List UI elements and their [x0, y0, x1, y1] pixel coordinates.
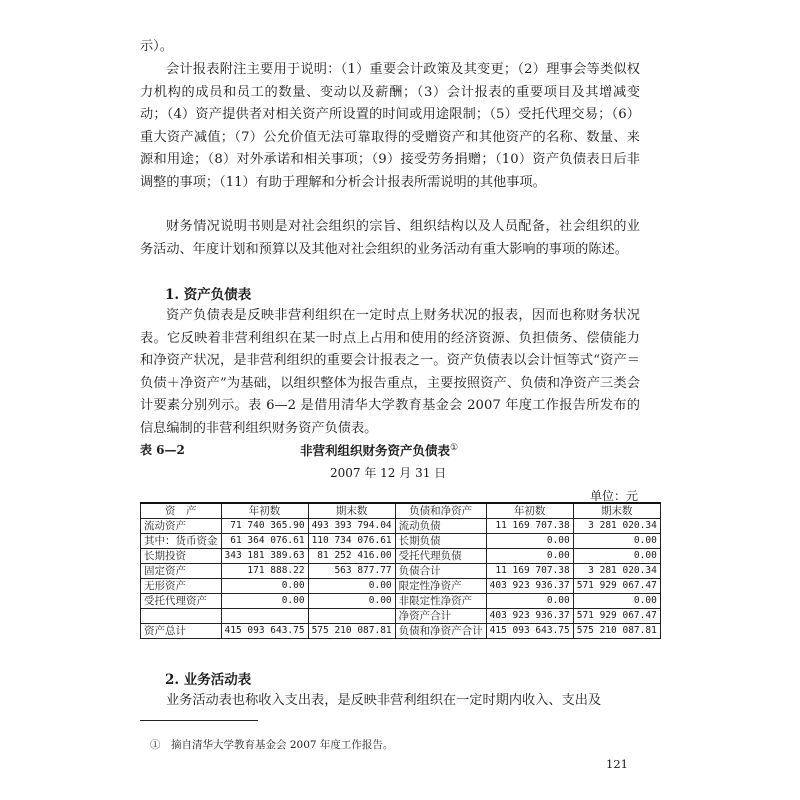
table-cell	[141, 609, 222, 624]
paragraph-financial-statement: 财务情况说明书则是对社会组织的宗旨、组织结构以及人员配备，社会组织的业务活动、年度计划和预算以及其他对社会组织的业务活动有重大影响的事项的陈述。	[140, 219, 640, 257]
table-cell: 负债和净资产合计	[395, 624, 486, 639]
table-label: 表 6—2	[140, 443, 185, 457]
footnote: ① 摘自清华大学教育基金会 2007 年度工作报告。	[150, 739, 394, 751]
table-cell: 61 364 076.61	[221, 534, 308, 549]
balance-sheet-table	[140, 502, 661, 639]
table-cell	[308, 609, 395, 624]
table-header-row	[141, 503, 661, 519]
table-cell: 非限定性净资产	[395, 594, 486, 609]
table-cell: 负债合计	[395, 564, 486, 579]
table-row	[141, 609, 661, 624]
header-cell: 期末数	[573, 503, 660, 519]
header-cell: 负债和净资产	[395, 503, 486, 519]
table-cell: 571 929 067.47	[573, 609, 660, 624]
table-cell: 受托代理负债	[395, 549, 486, 564]
header-cell: 年初数	[221, 503, 308, 519]
table-row	[141, 519, 661, 534]
paragraph-continuation: 示）。	[140, 39, 173, 54]
table-cell: 71 740 365.90	[221, 519, 308, 534]
table-cell: 0.00	[573, 549, 660, 564]
table-cell: 限定性净资产	[395, 579, 486, 594]
table-row	[141, 534, 661, 549]
header-cell: 资 产	[141, 503, 222, 519]
table-date: 2007 年 12 月 31 日	[330, 466, 447, 480]
header-cell: 期末数	[308, 503, 395, 519]
section-heading-activity-statement: 2. 业务活动表	[165, 672, 252, 688]
table-row	[141, 624, 661, 639]
table-cell: 0.00	[486, 594, 573, 609]
table-title: 非营利组织财务资产负债表①	[300, 442, 459, 458]
table-cell: 3 281 020.34	[573, 519, 660, 534]
table-cell: 长期负债	[395, 534, 486, 549]
table-cell: 无形资产	[141, 579, 222, 594]
table-cell: 110 734 076.61	[308, 534, 395, 549]
table-cell: 415 093 643.75	[221, 624, 308, 639]
table-cell: 0.00	[221, 579, 308, 594]
table-cell: 403 923 936.37	[486, 579, 573, 594]
table-cell: 575 210 087.81	[308, 624, 395, 639]
section-heading-balance-sheet: 1. 资产负债表	[165, 287, 252, 303]
table-cell: 受托代理资产	[141, 594, 222, 609]
table-row	[141, 579, 661, 594]
table-cell: 0.00	[486, 534, 573, 549]
header-cell: 年初数	[486, 503, 573, 519]
footnote-marker: ①	[450, 442, 459, 453]
table-cell: 415 093 643.75	[486, 624, 573, 639]
table-cell: 171 888.22	[221, 564, 308, 579]
table-cell: 其中：货币资金	[141, 534, 222, 549]
table-cell: 81 252 416.00	[308, 549, 395, 564]
table-unit: 单位：元	[589, 489, 638, 503]
table-cell: 0.00	[308, 579, 395, 594]
table-cell: 资产总计	[141, 624, 222, 639]
table-cell: 流动资产	[141, 519, 222, 534]
table-cell: 343 181 389.63	[221, 549, 308, 564]
table-row	[141, 564, 661, 579]
table-cell	[221, 609, 308, 624]
table-cell: 493 393 794.04	[308, 519, 395, 534]
table-cell: 0.00	[221, 594, 308, 609]
paragraph-notes: 会计报表附注主要用于说明：（1）重要会计政策及其变更；（2）理事会等类似权力机构的成员和员工的数量、变动以及薪酬；（3）会计报表的重要项目及其增减变动；（4）资产提供者对相关资产所设置的时间或用途限制；（5）受托代理交易；（6）重大资产减值；（7）公允价值无法可靠取得的受赠资产和其他资产的名称、数量、来源和用途；（8）对外承诺和相关事项；（9）接受劳务捐赠；（10）资产负债表日后非调整的事项；（11）有助于理解和分析会计报表所需说明的其他事项。	[140, 62, 640, 190]
paragraph-activity-statement: 业务活动表也称收入支出表，是反映非营利组织在一定时期内收入、支出及	[166, 693, 602, 708]
page-number: 121	[606, 757, 628, 771]
footnote-divider	[140, 720, 258, 721]
table-cell: 净资产合计	[395, 609, 486, 624]
paragraph-balance-sheet: 资产负债表是反映非营利组织在一定时点上财务状况的报表，因而也称财务状况表。它反映着非营利组织在某一时点上占用和使用的经济资源、负担债务、偿债能力和净资产状况，是非营利组织的重要会计报表之一。资产负债表以会计恒等式“资产＝负债＋净资产”为基础，以组织整体为报告重点，主要按照资产、负债和净资产三类会计要素分别列示。表 6—2 是借用清华大学教育基金会 2007 年度工作报告所发布的信息编制的非营利组织财务资产负债表。	[140, 308, 640, 436]
table-cell: 571 929 067.47	[573, 579, 660, 594]
table-cell: 长期投资	[141, 549, 222, 564]
table-cell: 固定资产	[141, 564, 222, 579]
table-cell: 0.00	[486, 549, 573, 564]
table-row	[141, 594, 661, 609]
table-cell: 403 923 936.37	[486, 609, 573, 624]
table-cell: 0.00	[573, 534, 660, 549]
table-cell: 11 169 707.38	[486, 564, 573, 579]
table-cell: 575 210 087.81	[573, 624, 660, 639]
table-cell: 3 281 020.34	[573, 564, 660, 579]
table-cell: 11 169 707.38	[486, 519, 573, 534]
table-row	[141, 549, 661, 564]
table-cell: 563 877.77	[308, 564, 395, 579]
table-cell: 流动负债	[395, 519, 486, 534]
table-cell: 0.00	[308, 594, 395, 609]
table-cell: 0.00	[573, 594, 660, 609]
